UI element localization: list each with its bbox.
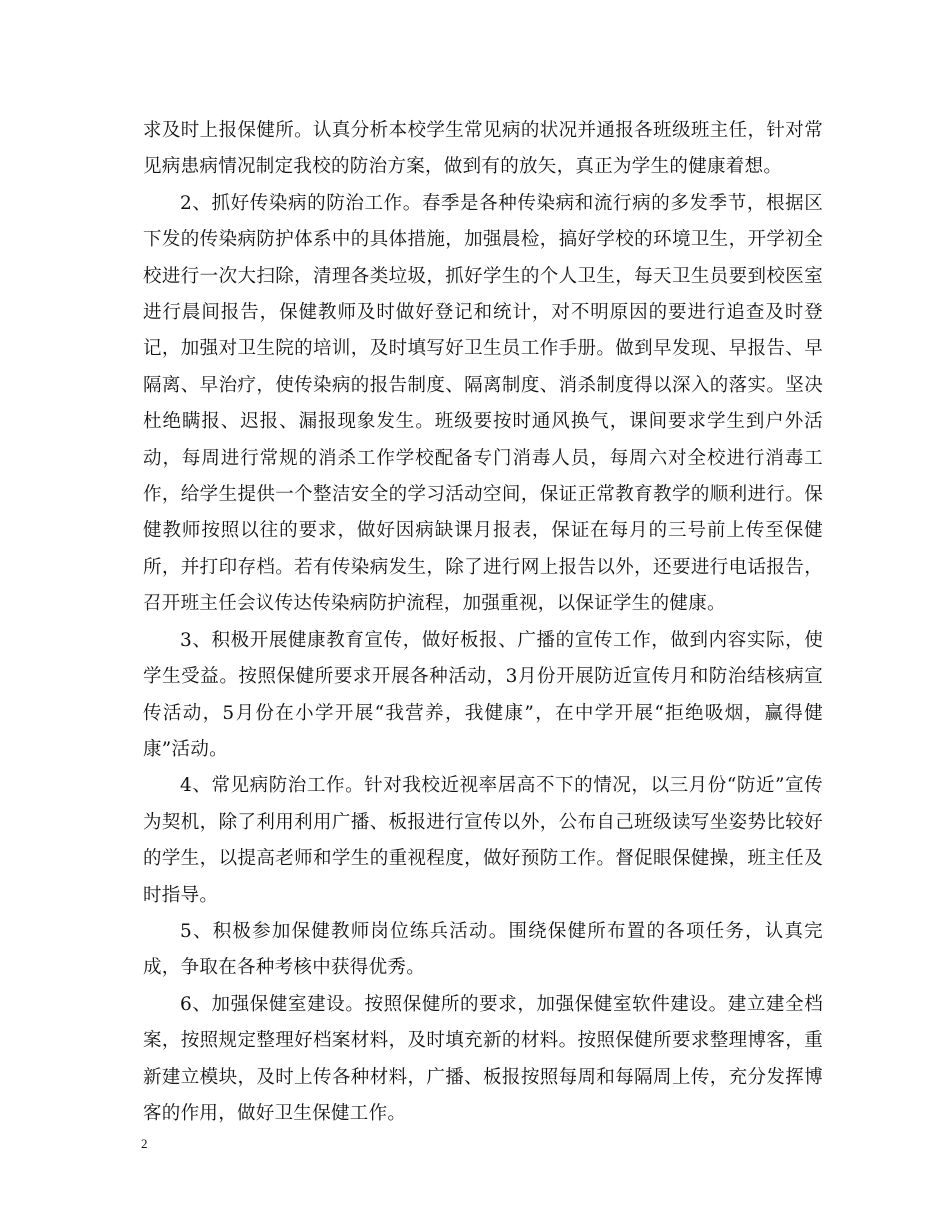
paragraph-item-4-common-disease: 4、常见病防治工作。针对我校近视率居高不下的情况，以三月份“防近”宣传为契机，除了利用利用广播、板报进行宣传以外，公布自己班级读写坐姿势比较好的学生，以提高老师和学生的重视程度，做好预防工作。督促眼保健操，班主任及时指导。 — [143, 775, 823, 906]
document-body — [143, 113, 823, 1132]
paragraph-item-5-training: 5、积极参加保健教师岗位练兵活动。围绕保健所布置的各项任务，认真完成，争取在各种考核中获得优秀。 — [143, 920, 823, 979]
paragraph-item-3-health-education: 3、积极开展健康教育宣传，做好板报、广播的宣传工作，做到内容实际，使学生受益。按照保健所要求开展各种活动，3月份开展防近宣传月和防治结核病宣传活动，5月份在小学开展“我营养，我健康”，在中学开展“拒绝吸烟，赢得健康”活动。 — [143, 629, 823, 760]
page-number: 2 — [141, 1136, 148, 1151]
paragraph-item-2-infectious-disease: 2、抓好传染病的防治工作。春季是各种传染病和流行病的多发季节，根据区下发的传染病防护体系中的具体措施，加强晨检，搞好学校的环境卫生，开学初全校进行一次大扫除，清理各类垃圾，抓好学生的个人卫生，每天卫生员要到校医室进行晨间报告，保健教师及时做好登记和统计，对不明原因的要进行追查及时登记，加强对卫生院的培训，及时填写好卫生员工作手册。做到早发现、早报告、早隔离、早治疗，使传染病的报告制度、隔离制度、消杀制度得以深入的落实。坚决杜绝瞒报、迟报、漏报现象发生。班级要按时通风换气，课间要求学生到户外活动，每周进行常规的消杀工作学校配备专门消毒人员，每周六对全校进行消毒工作，给学生提供一个整洁安全的学习活动空间，保证正常教育教学的顺利进行。保健教师按照以往的要求，做好因病缺课月报表，保证在每月的三号前上传至保健所，并打印存档。若有传染病发生，除了进行网上报告以外，还要进行电话报告，召开班主任会议传达传染病防护流程，加强重视，以保证学生的健康。 — [143, 192, 823, 615]
paragraph-continuation: 求及时上报保健所。认真分析本校学生常见病的状况并通报各班级班主任，针对常见病患病情况制定我校的防治方案，做到有的放矢，真正为学生的健康着想。 — [143, 120, 823, 178]
paragraph-item-6-clinic-construction: 6、加强保健室建设。按照保健所的要求，加强保健室软件建设。建立建全档案，按照规定整理好档案材料，及时填充新的材料。按照保健所要求整理博客，重新建立模块，及时上传各种材料，广播、板报按照每周和每隔周上传，充分发挥博客的作用，做好卫生保健工作。 — [143, 993, 823, 1124]
